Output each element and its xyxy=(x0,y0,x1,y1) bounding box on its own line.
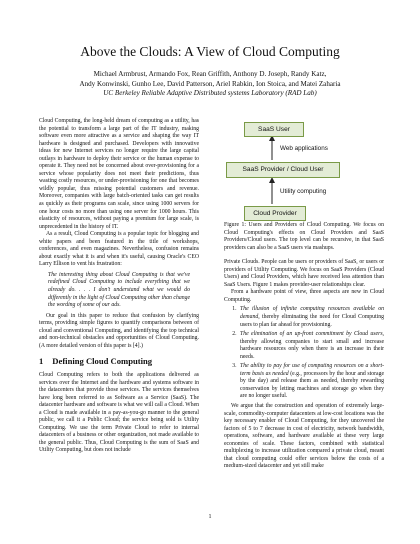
figure-1 xyxy=(224,118,384,222)
authors-line-1: Michael Armbrust, Armando Fox, Rean Griffith, Anthony D. Joseph, Randy Katz, xyxy=(93,70,327,78)
quote: The interesting thing about Cloud Computing is that we've redefined Cloud Computing to include everything that we already do. . . . I don't understand what we would do differently in the light of Cloud Computing other than change the wording of some of our ads. xyxy=(48,271,190,309)
section-heading xyxy=(39,358,199,366)
utility-computing-label: Utility computing xyxy=(280,188,327,195)
list-item xyxy=(238,331,384,361)
list-item-emphasis: The ability to pay for use of computing resources on a short-term basis as needed xyxy=(240,363,384,377)
list-item-emphasis: The illusion of infinite computing resources available on demand, xyxy=(240,306,384,321)
paragraph: As a result, Cloud Computing is a popular topic for blogging and white papers and been featured in the title of workshops, conferences, and even magazines. Nevertheless, confusion remains about exactly what it is and when it's useful, causing Oracle's CEO Larry Ellison to vent his frustration: xyxy=(39,231,199,268)
section-title: Defining Cloud Computing xyxy=(52,356,153,367)
cloud-provider-box: Cloud Provider xyxy=(244,206,306,221)
aspect-list xyxy=(224,306,384,401)
figure-caption: Figure 1: Users and Providers of Cloud Computing. We focus on Cloud Computing's effects on Cloud Providers and SaaS Providers/Cloud users. The top level can be recursive, in that SaaS providers can also be a SaaS users via mashups. xyxy=(224,222,384,251)
paragraph: Private Clouds. People can be users or providers of SaaS, or users or providers of Utility Computing. We focus on SaaS Providers (Cloud Users) and Cloud Providers, which have received less attention than SaaS Users. Figure 1 makes provider-user relationships clear. xyxy=(224,259,384,288)
paragraph: Our goal in this paper to reduce that confusion by clarifying terms, providing simple figures to quantify comparisons between of cloud and conventional Computing, and identifying the top technical and non-technical obstacles and opportunities of Cloud Computing. (A more detailed version of this paper is [4].) xyxy=(39,312,199,349)
page-number: 1 xyxy=(208,514,212,520)
section-number: 1 xyxy=(39,356,44,367)
left-column xyxy=(39,118,199,455)
web-applications-label: Web applications xyxy=(280,145,328,152)
paragraph: We argue that the construction and operation of extremely large-scale, commodity-computer datacenters at low-cost locations was the key necessary enabler of Cloud Computing, for they uncovered the factors of 5 to 7 decrease in cost of electricity, network bandwidth, operations, software, and hardware available at these very large economies of scale. These factors, combined with statistical multiplexing to increase utilization compared a private cloud, meant that cloud computing could offer services below the costs of a medium-sized datacenter and yet still make xyxy=(224,403,384,470)
list-item-emphasis: The elimination of an up-front commitment by Cloud users, xyxy=(240,331,384,338)
saas-user-box: SaaS User xyxy=(244,122,304,137)
list-item-text: (e.g., processors by the hour and storage by the day) and release them as needed, thereby rewarding conservation by letting machines and storage go when they are no longer useful. xyxy=(240,370,384,400)
list-item-text: thereby allowing companies to start small and increase hardware resources only when there is an increase in their needs. xyxy=(240,338,384,360)
right-column xyxy=(224,118,384,471)
paragraph: Cloud Computing refers to both the applications delivered as services over the Internet and the hardware and systems software in the datacenters that provide those services. The services themselves have long been referred to as Software as a Service (SaaS). The datacenter hardware and software is what we will call a Cloud. When a Cloud is made available in a pay-as-you-go manner to the general public, we call it a Public Cloud; the service being sold is Utility Computing. We use the term Private Cloud to refer to internal datacenters of a business or other organization, not made available to the general public. Thus, Cloud Computing is the sum of SaaS and Utility Computing, but does not include xyxy=(39,371,199,454)
authors-line-2: Andy Konwinski, Gunho Lee, David Patterson, Ariel Rabkin, Ion Stoica, and Matei Zaharia xyxy=(79,79,341,88)
paragraph: Cloud Computing, the long-held dream of computing as a utility, has the potential to transform a large part of the IT industry, making software even more attractive as a service and shaping the way IT hardware is designed and purchased. Developers with innovative ideas for new Internet services no longer require the large capital outlays in hardware to deploy their service or the human expense to operate it. They need not be concerned about over-provisioning for a service whose popularity does not meet their predictions, thus wasting costly resources, or under-provisioning for one that becomes wildly popular, thus missing potential customers and revenue. Moreover, companies with large batch-oriented tasks can get results as quickly as their programs can scale, since using 1000 servers for one hour costs no more than using one server for 1000 hours. This elasticity of resources, without paying a premium for large scale, is unprecedented in the history of IT. xyxy=(39,118,199,230)
paper-title: Above the Clouds: A View of Cloud Computing xyxy=(80,44,340,59)
saas-provider-box: SaaS Provider / Cloud User xyxy=(226,162,340,178)
list-item xyxy=(238,306,384,329)
author-block xyxy=(0,70,420,99)
paragraph: From a hardware point of view, three aspects are new in Cloud Computing. xyxy=(224,289,384,303)
affiliation: UC Berkeley Reliable Adaptive Distributed systems Laboratory (RAD Lab) xyxy=(103,89,317,98)
list-item xyxy=(238,363,384,401)
list-item-text: thereby eliminating the need for Cloud Computing users to plan far ahead for provisioning. xyxy=(240,314,384,328)
